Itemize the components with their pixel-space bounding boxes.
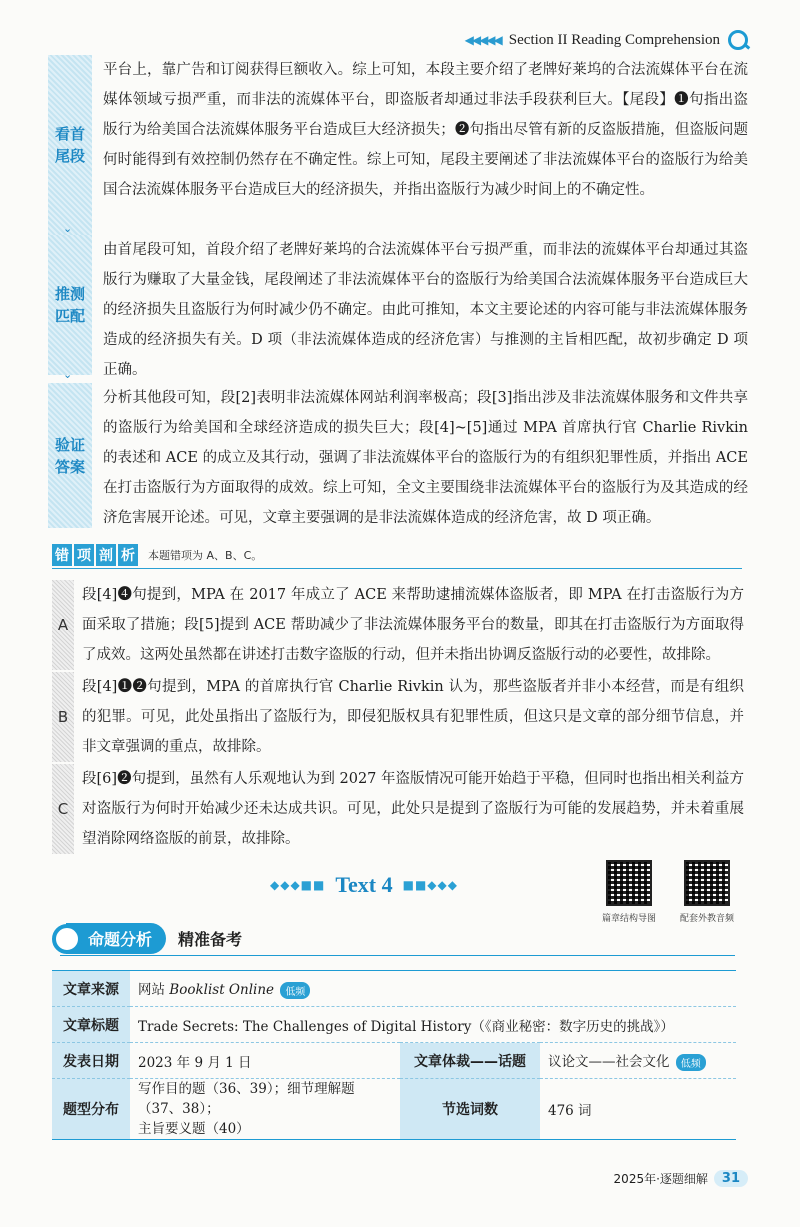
magnifier-icon — [52, 924, 82, 954]
option-letter: C — [57, 800, 69, 818]
error-char: 剖 — [96, 544, 116, 566]
block-look-head-tail — [48, 55, 748, 235]
page-footer — [614, 1170, 748, 1187]
cell-label: 文章标题 — [52, 1007, 130, 1043]
arrows-icon: ◀◀◀◀◀ — [464, 33, 501, 47]
cell-value: 476 词 — [540, 1079, 736, 1140]
error-char: 项 — [74, 544, 94, 566]
chevron-down-icon: ⌄ — [63, 222, 73, 235]
cell-label: 发表日期 — [52, 1043, 130, 1079]
source-name: Booklist Online — [169, 982, 275, 998]
page-number: 31 — [714, 1170, 748, 1187]
option-letter: A — [57, 616, 69, 634]
block-infer-match — [48, 235, 748, 378]
qr-code-icon[interactable] — [684, 860, 730, 906]
cell-value: 2023 年 9 月 1 日 — [130, 1043, 400, 1079]
frequency-badge: 低频 — [676, 1054, 706, 1071]
option-text: 段[6]❷句提到，虽然有人乐观地认为到 2027 年盗版情况可能开始趋于平稳，但同时也指出相关利益方对盗版行为何时开始减少还未达成共识。可见，此处只是提到了盗版行为可能的发展趋势，并未着重展望消除网络盗版的前景，故排除。 — [82, 771, 744, 847]
qr-caption: 配套外教音频 — [679, 914, 734, 924]
block-label-bar — [48, 55, 92, 235]
option-text: 段[4]❶❷句提到，MPA 的首席执行官 Charlie Rivkin 认为，那些盗版者并非小本经营，而是有组织的犯罪。可见，此处虽指出了盗版行为，即侵犯版权具有犯罪性质，但这只是文章的部分细节信息，并非文章强调的重点，故排除。 — [82, 679, 744, 755]
cell-label: 节选词数 — [400, 1079, 540, 1140]
dist-line: 主旨要义题（40） — [138, 1121, 250, 1137]
dots-icon: ■■◆◆◆ — [402, 878, 458, 892]
magnifier-icon — [728, 30, 748, 50]
error-analysis-header — [52, 543, 262, 567]
text4-title: Text 4 — [335, 872, 393, 897]
cell-value — [540, 1043, 736, 1079]
block-text: 由首尾段可知，首段介绍了老牌好莱坞的合法流媒体平台亏损严重，而非法的流媒体平台却通过其盗版行为赚取了大量金钱，尾段阐述了非法流媒体平台的盗版行为给美国合法流媒体服务平台造成巨大的经济损失且盗版行为何时减少仍不确定。由此可推知，本文主要论述的内容可能与非法流媒体服务造成的经济损失有关。D 项（非法流媒体造成的经济危害）与推测的主旨相匹配，故初步确定 D 项正确。 — [103, 242, 748, 378]
block-label: 推测匹配 — [54, 285, 85, 325]
option-text: 段[4]❹句提到，MPA 在 2017 年成立了 ACE 来帮助逮捕流媒体盗版者，即 MPA 在打击盗版行为方面采取了措施；段[5]提到 ACE 帮助减少了非法流媒体服务平台的数量，即其在打击盗版行为方面取得了成效。这两处虽然都在讲述打击数字盗版的行动，但并未指出协调反盗版行动的必要性，故排除。 — [82, 587, 744, 663]
table-row — [52, 971, 736, 1007]
analysis-subtitle: 精准备考 — [178, 930, 243, 949]
option-letter-bar — [52, 764, 74, 854]
option-letter: B — [57, 708, 69, 726]
table-row — [52, 1043, 736, 1079]
frequency-badge: 低频 — [280, 982, 310, 999]
dots-icon: ◆◆◆■■ — [270, 878, 326, 892]
footer-text: 2025年·逐题细解 — [613, 1172, 708, 1186]
cell-value — [130, 971, 736, 1007]
block-text: 平台上，靠广告和订阅获得巨额收入。综上可知，本段主要介绍了老牌好莱坞的合法流媒体平台在流媒体领域亏损严重，而非法的流媒体平台，即盗版者却通过非法手段获利巨大。【尾段】❶句指出盗版行为给美国合法流媒体服务平台造成巨大经济损失；❷句指出尽管有新的反盗版措施，但盗版问题何时能得到有效控制仍然存在不确定性。综上可知，尾段主要阐述了非法流媒体平台的盗版行为给美国合法流媒体服务平台造成巨大的经济损失，并指出盗版行为减少时间上的不确定性。 — [103, 62, 748, 198]
divider — [60, 955, 735, 956]
block-label-bar — [48, 383, 92, 528]
option-letter-bar — [52, 580, 74, 670]
qr-code-icon[interactable] — [606, 860, 652, 906]
cell-value: Trade Secrets: The Challenges of Digital History（《商业秘密：数字历史的挑战》） — [130, 1007, 736, 1043]
option-a — [52, 580, 747, 670]
table-row — [52, 1007, 736, 1043]
dist-line: 写作目的题（36、39）；细节理解题（37、38）； — [138, 1081, 355, 1117]
cell-value — [130, 1079, 400, 1140]
cell-label: 文章体裁——话题 — [400, 1043, 540, 1079]
source-prefix: 网站 — [138, 982, 165, 998]
cell-label: 题型分布 — [52, 1079, 130, 1140]
cell-label: 文章来源 — [52, 971, 130, 1007]
error-char: 析 — [118, 544, 138, 566]
option-b — [52, 672, 747, 762]
block-label: 验证答案 — [54, 435, 85, 476]
block-label: 看首尾段 — [54, 125, 85, 165]
section-title: Section II Reading Comprehension — [508, 31, 720, 48]
option-c — [52, 764, 747, 854]
error-note: 本题错项为 A、B、C。 — [148, 549, 263, 562]
analysis-heading — [52, 923, 242, 954]
divider — [52, 568, 742, 569]
block-verify-answer — [48, 383, 748, 528]
table-row — [52, 1079, 736, 1140]
chevron-down-icon: ⌄ — [63, 368, 73, 381]
analysis-title: 命题分析 — [66, 923, 166, 954]
block-label-bar — [48, 235, 92, 375]
qr-caption: 篇章结构导图 — [601, 914, 656, 924]
analysis-table — [52, 970, 736, 1140]
text4-heading — [270, 872, 458, 898]
error-char: 错 — [52, 544, 72, 566]
option-letter-bar — [52, 672, 74, 762]
section-header — [465, 28, 748, 52]
block-text: 分析其他段可知，段[2]表明非法流媒体网站利润率极高；段[3]指出涉及非法流媒体服务和文件共享的盗版行为给美国和全球经济造成的损失巨大；段[4]~[5]通过 MPA 首席执行官 Charlie Rivkin 的表述和 ACE 的成立及其行动，强调了非法流媒体平台的盗版行为的有组织犯罪性质，并指出 ACE 在打击盗版行为方面取得的成效。综上可知，全文主要围绕非法流媒体平台的盗版行为及其造成的经济危害展开论述。可见，文章主要强调的是非法流媒体造成的经济危害，故 D 项正确。 — [103, 390, 748, 526]
genre-value: 议论文——社会文化 — [548, 1054, 670, 1070]
